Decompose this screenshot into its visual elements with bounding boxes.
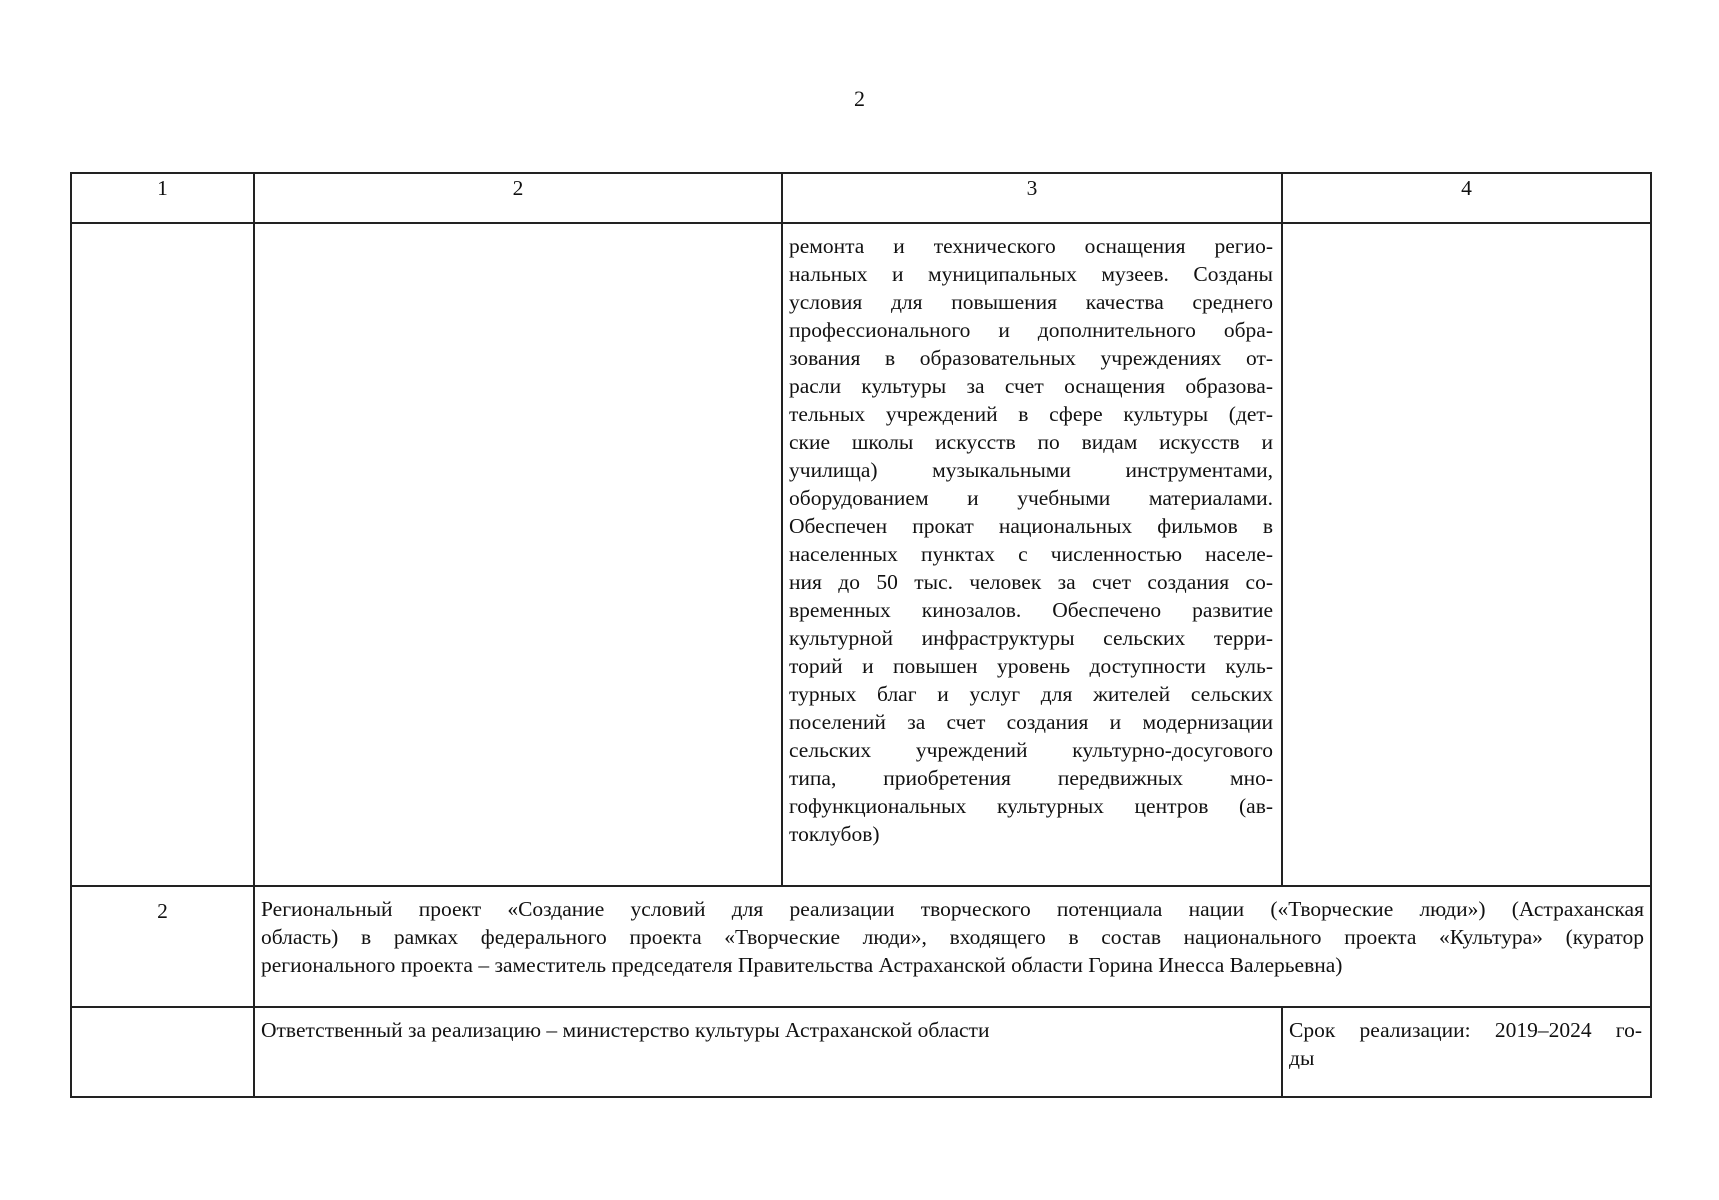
- row1-col1: [71, 223, 254, 886]
- responsible-executor: Ответственный за реализацию – министерство культуры Астраханской области: [254, 1007, 1282, 1097]
- text-line: ния до 50 тыс. человек за счет создания со-: [789, 570, 1273, 594]
- text-line: гофункциональных культурных центров (ав-: [789, 794, 1273, 818]
- header-col-2: 2: [254, 173, 782, 223]
- table-row: [71, 886, 1651, 1007]
- text-line: Региональный проект «Создание условий для реализации творческого потенциала нации («Творческие люди») (Астраханская: [261, 897, 1644, 921]
- table-row: [71, 223, 1651, 886]
- header-col-4: 4: [1282, 173, 1651, 223]
- text-line: токлубов): [789, 822, 880, 846]
- text-line: оборудованием и учебными материалами.: [789, 486, 1273, 510]
- page-number: 2: [854, 86, 865, 111]
- row1-col4: [1282, 223, 1651, 886]
- table-row: [71, 1007, 1651, 1097]
- text-line: временных кинозалов. Обеспечено развитие: [789, 598, 1273, 622]
- text-line: турных благ и услуг для жителей сельских: [789, 682, 1273, 706]
- document-table: [70, 172, 1652, 1098]
- text-line: Обеспечен прокат национальных фильмов в: [789, 514, 1273, 538]
- text-line: типа, приобретения передвижных мно-: [789, 766, 1273, 790]
- implementation-term: [1282, 1007, 1651, 1097]
- row1-col2: [254, 223, 782, 886]
- text-line: нальных и муниципальных музеев. Созданы: [789, 262, 1273, 286]
- header-col-3: 3: [782, 173, 1282, 223]
- text-line: ды: [1289, 1046, 1315, 1070]
- text-line: ские школы искусств по видам искусств и: [789, 430, 1273, 454]
- text-line: торий и повышен уровень доступности куль-: [789, 654, 1273, 678]
- text-line: сельских учреждений культурно-досугового: [789, 738, 1273, 762]
- text-line: зования в образовательных учреждениях от-: [789, 346, 1273, 370]
- text-line: расли культуры за счет оснащения образова-: [789, 374, 1273, 398]
- text-line: поселений за счет создания и модернизации: [789, 710, 1273, 734]
- header-col-1: 1: [71, 173, 254, 223]
- table-header-row: [71, 173, 1651, 223]
- text-line: область) в рамках федерального проекта «Творческие люди», входящего в состав национального проекта «Культура» (куратор: [261, 925, 1644, 949]
- row2-number: 2: [71, 886, 254, 1007]
- text-line: ремонта и технического оснащения регио-: [789, 234, 1273, 258]
- row1-col3-text: [782, 223, 1282, 886]
- text-line: культурной инфраструктуры сельских терри-: [789, 626, 1273, 650]
- row3-col1: [71, 1007, 254, 1097]
- regional-project-description: [254, 886, 1651, 1007]
- text-line: профессионального и дополнительного обра-: [789, 318, 1273, 342]
- text-line: тельных учреждений в сфере культуры (дет-: [789, 402, 1273, 426]
- text-line: Срок реализации: 2019–2024 го-: [1289, 1018, 1642, 1042]
- text-line: регионального проекта – заместитель председателя Правительства Астраханской области Горина Инесса Валерьевна): [261, 953, 1343, 977]
- text-line: условия для повышения качества среднего: [789, 290, 1273, 314]
- text-line: училища) музыкальными инструментами,: [789, 458, 1273, 482]
- text-line: населенных пунктах с численностью населе-: [789, 542, 1273, 566]
